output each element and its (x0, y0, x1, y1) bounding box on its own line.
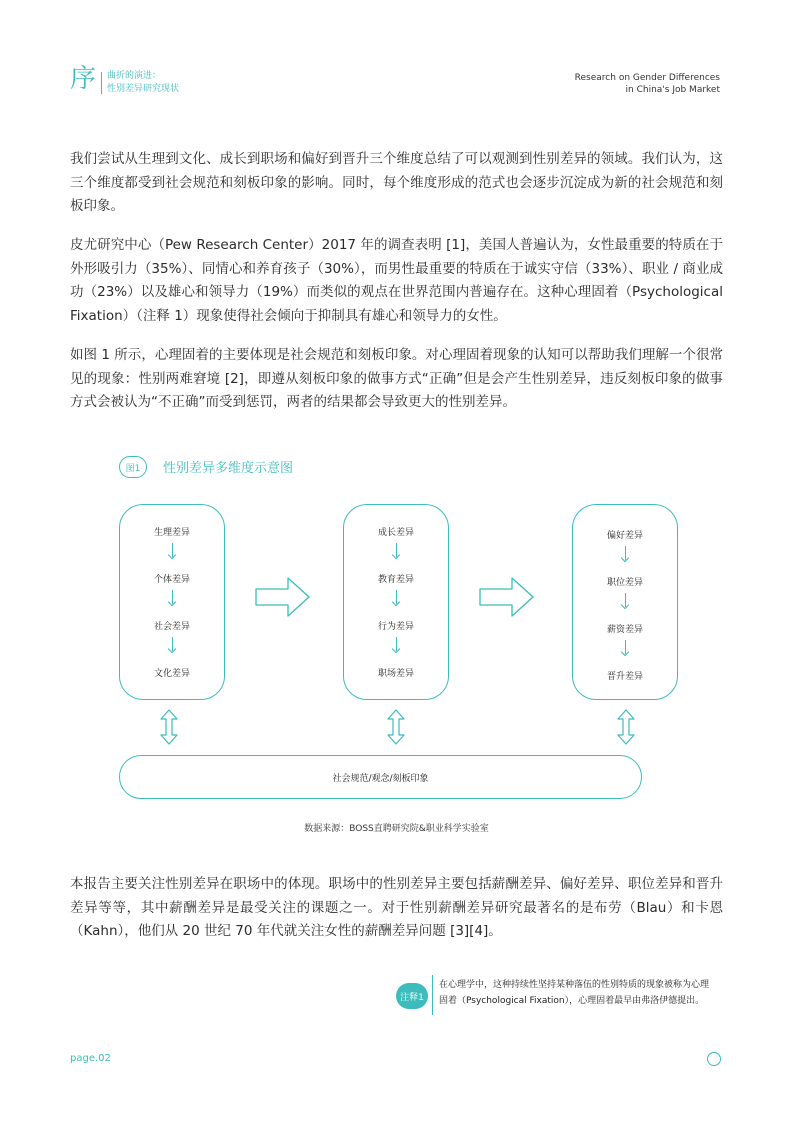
note-text (439, 977, 729, 1009)
social-norms-box: 社会规范/观念/刻板印象 (119, 755, 642, 799)
report-title-line2: in China's Job Market (625, 85, 720, 95)
diagram-node: 个体差异 (153, 575, 190, 585)
up-down-arrow-icon (386, 709, 406, 745)
diagram-node: 晋升差异 (606, 672, 643, 682)
down-arrow-icon (625, 546, 626, 560)
note-line2: 固着（Psychological Fixation），心理固着最早由弗洛伊德提出。 (439, 996, 705, 1006)
note-line1: 在心理学中，这种持续性坚持某种落伍的性别特质的现象被称为心理 (439, 980, 710, 990)
paragraph-2: 皮尤研究中心（Pew Research Center）2017 年的调查表明 [1]，美国人普遍认为，女性最重要的特质在于外形吸引力（35%）、同情心和养育孩子（30%），而男性最重要的特质在于诚实守信（33%）、职业 / 商业成功（23%）以及雄心和领导力（19%）而类似的观点在世界范围内普遍存在。这种心理固着（Psychological Fixation）（注释 1）现象使得社会倾向于抑制具有雄心和领导力的女性。 (70, 237, 723, 324)
figure-source: 数据来源：BOSS直聘研究院&职业科学实验室 (304, 824, 489, 834)
down-arrow-icon (625, 640, 626, 654)
chapter-char: 序 (70, 64, 97, 94)
diagram-node: 社会差异 (153, 622, 190, 632)
up-down-arrow-icon (616, 709, 636, 745)
right-arrow-icon (254, 574, 312, 620)
header-divider (101, 72, 102, 94)
down-arrow-icon (172, 543, 173, 557)
down-arrow-icon (625, 593, 626, 607)
report-title-line1: Research on Gender Differences (574, 73, 720, 83)
diagram-node: 教育差异 (377, 575, 414, 585)
right-arrow-icon (478, 574, 536, 620)
figure-badge: 图1 (119, 456, 147, 478)
down-arrow-icon (396, 590, 397, 604)
chapter-subtitle-line2: 性别差异研究现状 (107, 84, 180, 94)
diagram-node: 行为差异 (377, 622, 414, 632)
page-number: page.02 (70, 1053, 111, 1064)
report-title (575, 72, 720, 96)
paragraph-1: 我们尝试从生理到文化、成长到职场和偏好到晋升三个维度总结了可以观测到性别差异的领域。我们认为，这三个维度都受到社会规范和刻板印象的影响。同时，每个维度形成的范式也会逐步沉淀成为新的社会规范和刻板印象。 (70, 151, 723, 214)
diagram-node: 文化差异 (153, 669, 190, 679)
diagram-node: 成长差异 (377, 528, 414, 538)
down-arrow-icon (396, 637, 397, 651)
note-badge: 注释1 (396, 983, 428, 1009)
chapter-subtitle (107, 70, 179, 96)
page-circle-icon (707, 1052, 721, 1066)
paragraph-4: 本报告主要关注性别差异在职场中的体现。职场中的性别差异主要包括薪酬差异、偏好差异、职位差异和晋升差异等等，其中薪酬差异是最受关注的课题之一。对于性别薪酬差异研究最著名的是布劳（Blau）和卡恩（Kahn），他们从 20 世纪 70 年代就关注女性的薪酬差异问题 [3][4]。 (70, 876, 723, 939)
up-down-arrow-icon (159, 709, 179, 745)
diagram-node: 生理差异 (153, 528, 190, 538)
figure-title: 性别差异多维度示意图 (163, 461, 294, 476)
diagram-node: 薪资差异 (606, 625, 643, 635)
down-arrow-icon (396, 543, 397, 557)
down-arrow-icon (172, 590, 173, 604)
paragraph-3: 如图 1 所示，心理固着的主要体现是社会规范和刻板印象。对心理固着现象的认知可以帮助我们理解一个很常见的现象：性别两难窘境 [2]，即遵从刻板印象的做事方式“正确”但是会产生性别差异，违反刻板印象的做事方式会被认为“不正确”而受到惩罚，两者的结果都会导致更大的性别差异。 (70, 347, 723, 410)
chapter-subtitle-line1: 曲折的演进： (107, 71, 162, 81)
diagram-node: 偏好差异 (606, 531, 643, 541)
diagram-node: 职位差异 (606, 578, 643, 588)
down-arrow-icon (172, 637, 173, 651)
diagram-node: 职场差异 (377, 669, 414, 679)
note-divider (432, 975, 433, 1015)
